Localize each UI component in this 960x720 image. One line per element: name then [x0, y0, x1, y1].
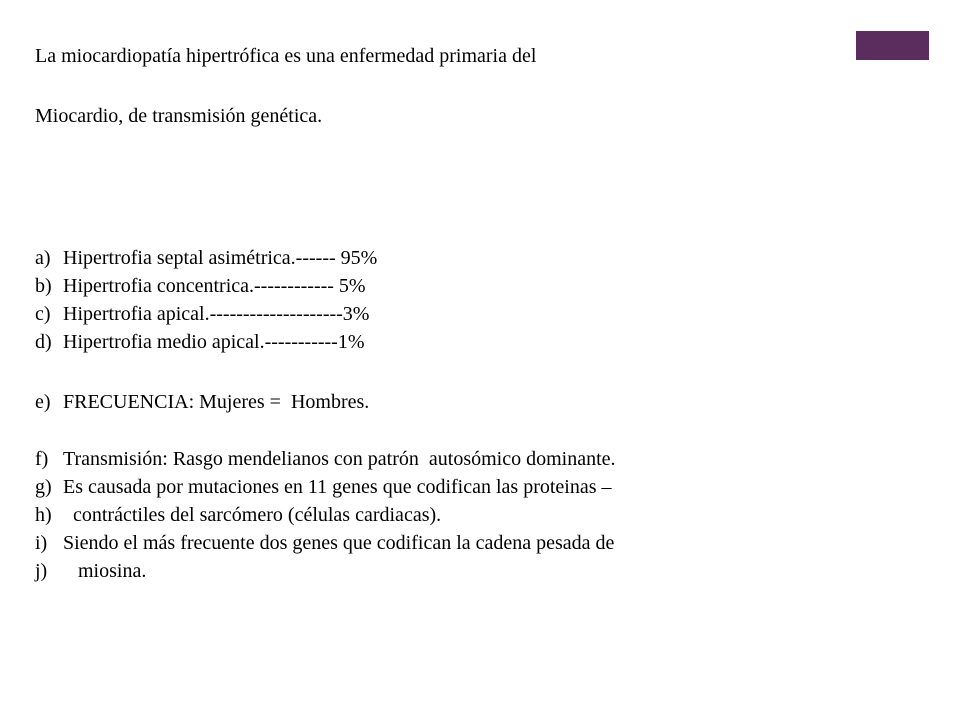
intro-line-1: La miocardiopatía hipertrófica es una enfermedad primaria del: [35, 45, 537, 67]
list-item-text: Hipertrofia apical.--------------------3%: [63, 303, 370, 325]
list-item-text: FRECUENCIA: Mujeres = Hombres.: [63, 391, 370, 413]
list-item-c: [35, 302, 369, 326]
list-item-h: [35, 503, 441, 527]
intro-line-2: Miocardio, de transmisión genética.: [35, 105, 323, 127]
list-item-a: [35, 246, 377, 270]
list-item-text: Es causada por mutaciones en 11 genes que codifican las proteinas –: [63, 476, 612, 498]
list-marker: b): [35, 275, 52, 297]
accent-bar: [856, 31, 929, 60]
list-marker: h): [35, 504, 52, 526]
list-marker: j): [35, 560, 48, 582]
list-marker: f): [35, 448, 49, 470]
list-marker: d): [35, 331, 52, 353]
list-item-j: [35, 559, 146, 583]
list-item-text: contráctiles del sarcómero (células cardiacas).: [63, 504, 442, 526]
list-item-text: Hipertrofia septal asimétrica.------ 95%: [63, 247, 378, 269]
list-item-text: miosina.: [63, 560, 147, 582]
list-item-text: Transmisión: Rasgo mendelianos con patrón autosómico dominante.: [63, 448, 616, 470]
list-item-text: Siendo el más frecuente dos genes que codifican la cadena pesada de: [63, 532, 615, 554]
list-item-e: [35, 390, 369, 414]
list-marker: e): [35, 391, 51, 413]
list-item-d: [35, 330, 365, 354]
list-marker: c): [35, 303, 51, 325]
list-marker: i): [35, 532, 48, 554]
list-item-f: [35, 447, 616, 471]
list-item-i: [35, 531, 614, 555]
list-marker: a): [35, 247, 51, 269]
list-item-b: [35, 274, 366, 298]
list-item-text: Hipertrofia concentrica.------------ 5%: [63, 275, 366, 297]
list-item-g: [35, 475, 612, 499]
list-item-text: Hipertrofia medio apical.-----------1%: [63, 331, 365, 353]
list-marker: g): [35, 476, 52, 498]
